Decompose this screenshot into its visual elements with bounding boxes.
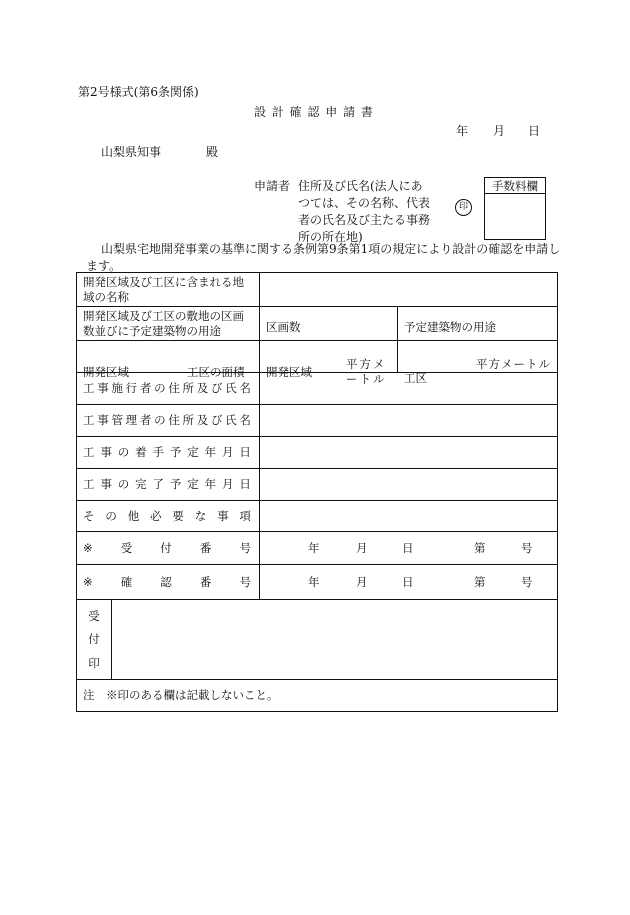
table-row	[77, 307, 558, 341]
confirmation-number-field	[260, 565, 558, 600]
receipt-year: 年	[308, 540, 320, 555]
applicant-address-line: 所の所在地)	[298, 230, 363, 244]
date-year: 年	[456, 124, 469, 138]
lots-use-label: 開発区域及び工区の敷地の区画 数並びに予定建築物の用途	[77, 307, 260, 341]
form-number: 第2号様式(第6条関係)	[78, 85, 199, 99]
statement-line-1: 山梨県宅地開発事業の基準に関する条例第9条第1項の規定により設計の確認を申請し	[101, 242, 561, 256]
seal-mark: 印	[455, 199, 472, 216]
work-zone-label: 工区	[404, 370, 427, 385]
dev-area-value-field[interactable]	[260, 341, 398, 386]
contractor-label: 工 事 施 行 者 の 住 所 及 び 氏 名	[77, 373, 260, 405]
receipt-stamp-label: 受 付 印	[77, 600, 112, 680]
work-zone-area-label: 工区の面積	[187, 364, 245, 379]
receipt-month: 月	[356, 540, 368, 555]
receipt-number-label: ※ 受 付 番 号	[77, 532, 260, 565]
receipt-number-field	[260, 532, 558, 565]
page-title: 設 計 確 認 申 請 書	[254, 105, 374, 119]
applicant-address-line: 住所及び氏名(法人にあ	[298, 179, 423, 193]
start-date-field[interactable]	[260, 437, 558, 469]
application-table	[76, 272, 558, 712]
applicant-label: 申請者	[254, 179, 291, 193]
addressee-honorific: 殿	[206, 145, 219, 159]
start-date-label: 工 事 の 着 手 予 定 年 月 日	[77, 437, 260, 469]
end-date-field[interactable]	[260, 469, 558, 501]
applicant-address-block	[298, 178, 430, 246]
date-month: 月	[493, 124, 506, 138]
table-row	[77, 405, 558, 437]
table-row	[77, 437, 558, 469]
fee-box-label: 手数料欄	[485, 178, 545, 194]
applicant-address-line: 者の氏名及び主たる事務	[298, 213, 431, 227]
building-use-field[interactable]	[398, 307, 558, 341]
receipt-number-suffix: 号	[521, 540, 533, 555]
manager-label: 工 事 管 理 者 の 住 所 及 び 氏 名	[77, 405, 260, 437]
confirmation-ordinal: 第	[474, 574, 486, 589]
dev-area-label: 開発区域	[83, 364, 129, 379]
unit-sqm-2: 平方メートル	[476, 356, 551, 371]
lot-count-field[interactable]	[260, 307, 398, 341]
table-row	[77, 532, 558, 565]
area-label-cell	[77, 341, 260, 379]
unit-sqm-1b: ートル	[346, 371, 387, 386]
manager-field[interactable]	[260, 405, 558, 437]
table-row	[77, 680, 558, 712]
table-row	[77, 469, 558, 501]
table-row	[77, 501, 558, 532]
note-text: 注 ※印のある欄は記載しないこと。	[83, 688, 279, 703]
date-day: 日	[528, 124, 541, 138]
area-name-field[interactable]	[260, 273, 558, 307]
confirmation-year: 年	[308, 574, 320, 589]
dev-area-label-2: 開発区域	[266, 364, 312, 379]
receipt-day: 日	[402, 540, 414, 555]
receipt-stamp-area	[112, 600, 558, 680]
table-row	[77, 341, 558, 373]
receipt-ordinal: 第	[474, 540, 486, 555]
table-row	[77, 373, 558, 405]
other-matters-field[interactable]	[260, 501, 558, 532]
note-cell	[77, 680, 558, 712]
table-row	[77, 273, 558, 307]
table-row	[77, 600, 558, 680]
building-use-label: 予定建築物の用途	[404, 320, 496, 335]
applicant-address-line: つては、その名称、代表	[298, 196, 431, 210]
confirmation-day: 日	[402, 574, 414, 589]
work-zone-value-field[interactable]	[398, 341, 558, 385]
statement-line-2: ます。	[86, 259, 122, 273]
confirmation-number-label: ※ 確 認 番 号	[77, 565, 260, 600]
lot-count-label: 区画数	[266, 320, 301, 335]
confirmation-number-suffix: 号	[521, 574, 533, 589]
area-name-label: 開発区域及び工区に含まれる地 域の名称	[77, 273, 260, 307]
end-date-label: 工 事 の 完 了 予 定 年 月 日	[77, 469, 260, 501]
fee-box	[484, 177, 546, 240]
unit-sqm-1a: 平方メ	[346, 356, 387, 371]
confirmation-month: 月	[356, 574, 368, 589]
other-matters-label: そ の 他 必 要 な 事 項	[77, 501, 260, 532]
addressee-name: 山梨県知事	[101, 145, 162, 159]
table-row	[77, 565, 558, 600]
